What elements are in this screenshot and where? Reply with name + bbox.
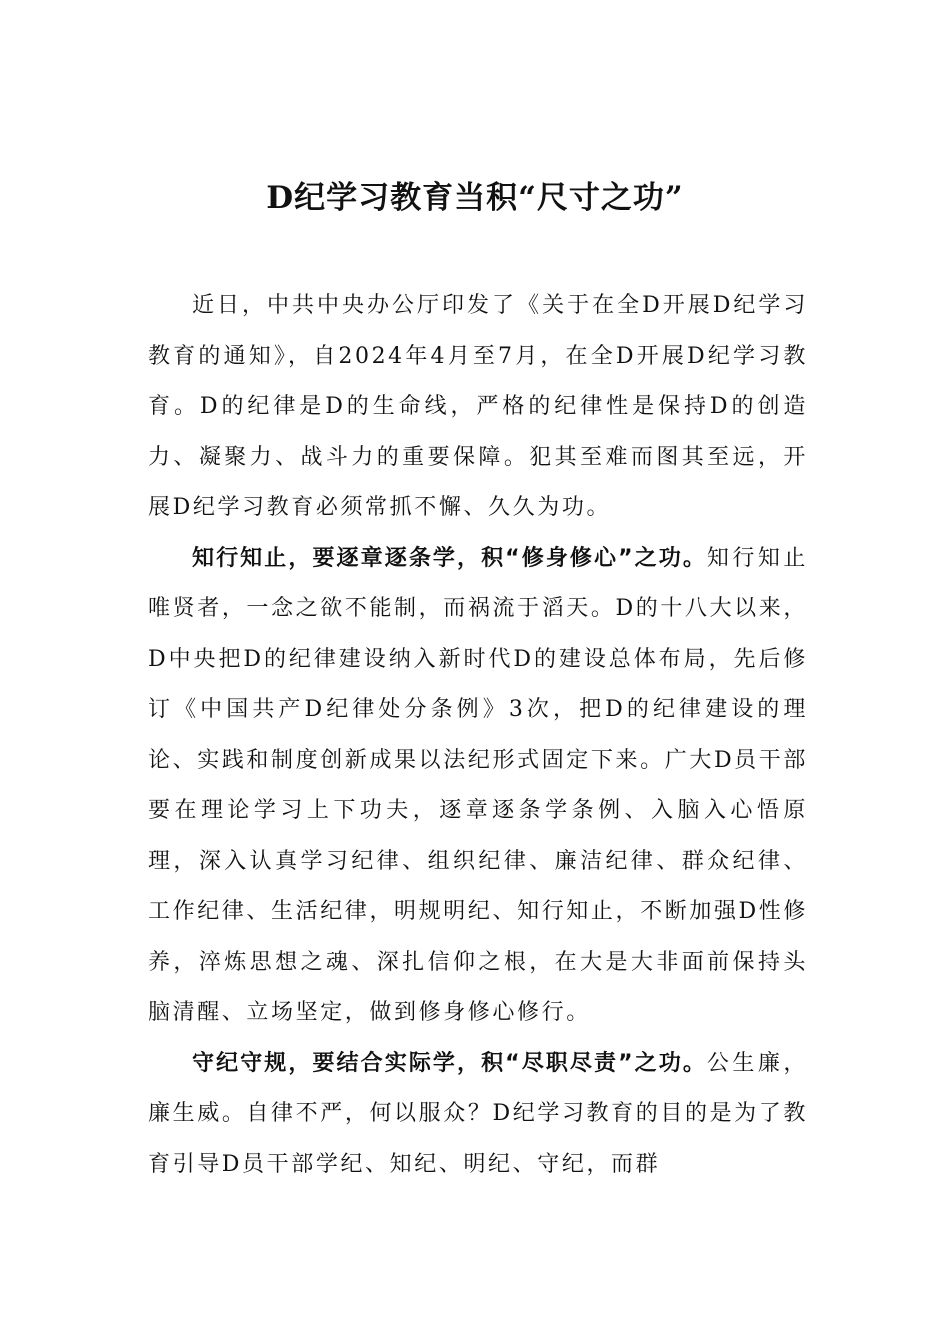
paragraph-lead: 守纪守规，要结合实际学，积“尽职尽责”之功。 [192,1050,707,1076]
paragraph-text: 公生廉，廉生威。自律不严，何以服众？D纪学习教育的目的是为了教育引导D员干部学纪、知纪、明纪、守纪，而群 [148,1050,808,1177]
paragraph-section-2 [148,1039,808,1191]
paragraph-section-1 [148,534,808,1039]
document-body [148,281,808,1190]
document-title: D纪学习教育当积“尺寸之功” [266,180,684,216]
paragraph-text: 近日，中共中央办公厅印发了《关于在全D开展D纪学习教育的通知》，自2024年4月至7月，在全D开展D纪学习教育。D的纪律是D的生命线，严格的纪律性是保持D的创造力、凝聚力、战斗力的重要保障。犯其至难而图其至远，开展D纪学习教育必须常抓不懈、久久为功。 [148,293,808,520]
paragraph-lead: 知行知止，要逐章逐条学，积“修身修心”之功。 [192,545,707,571]
paragraph-text: 知行知止唯贤者，一念之欲不能制，而祸流于滔天。D的十八大以来，D中央把D的纪律建设纳入新时代D的建设总体布局，先后修订《中国共产D纪律处分条例》3次，把D的纪律建设的理论、实践和制度创新成果以法纪形式固定下来。广大D员干部要在理论学习上下功夫，逐章逐条学条例、入脑入心悟原理，深入认真学习纪律、组织纪律、廉洁纪律、群众纪律、工作纪律、生活纪律，明规明纪、知行知止，不断加强D性修养，淬炼思想之魂、深扎信仰之根，在大是大非面前保持头脑清醒、立场坚定，做到修身修心修行。 [148,545,808,1025]
paragraph-intro [148,281,808,534]
